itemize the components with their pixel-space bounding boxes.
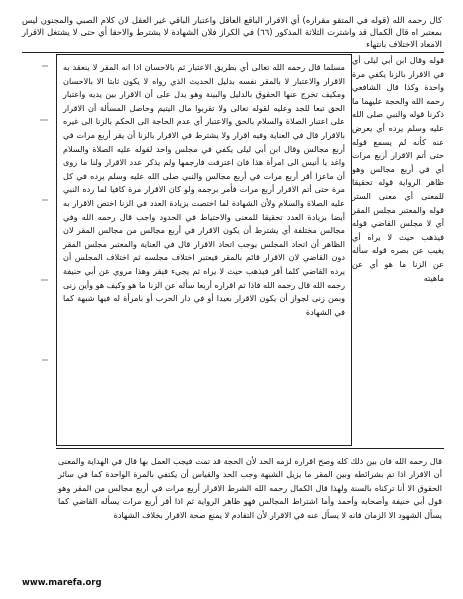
header-rule [22,52,444,53]
header-text: كال رحمه الله (قوله في المتقو مقراره) أي الاقرار الباقع العاقل واعتبار الباقي غير العقل لان كلام الصبي والمجنون ليس بمعتبر اه قال الكمال قد واشترت الثلاثة المذكور (٦٦) في الكراز فلان الشهادة لا يشترط والاحقا أي حتى لا يشتغل الاقرار الامعاد الاختلاف بانتهاء [22,15,442,49]
lower-commentary-frame [56,448,444,561]
footer-site-url: www.marefa.org [22,578,102,588]
main-text-frame [56,54,352,446]
left-margin-marks [20,60,50,440]
lower-commentary-text: قال رحمه الله فان بين ذلك كله وصح اقراره لزمه الحد لأن الحجة قد تمت فيجب العمل بها قال في الهداية والمعنى أن الاقرار اذا تم بشرائطه وبين المقر ما يزيل الشبهة وجب الحد والقياس أن يكتفي بالمرة الواحدة كما في سائر الحقوق الا أنا تركناه بالسنة ولهذا قال الكمال رحمه الله الشرط الاقرار أربع مرات في أربع مجالس من المقر وهو قول أبي حنيفة وأصحابه وأحمد وأما اشتراط المجالس فهو ظاهر الرواية ثم اذا أقر أربع مرات يسأله القاضي كما يسأل الشهود الا الزمان فانه لا يسأل عنه في الاقرار لأن التقادم لا يمنع صحة الاقرار بخلاف الشهادة [55,456,442,520]
main-body-text: مسلما قال رحمه الله تعالى أي بطريق الاعتبار ثم بالاحسان اذا انه المقر لا ينعقد به الاقرار والاعتبار لا بالمقر نفسه بدليل الحديث الذي رواه لا يكون ثابتا الا بالاحسان ومكيف تخرج عنها الحقوق بالدليل والبينة وهو يدل على أن الاقرار بين يديه واعتبار الحق تبعا للجد وعليه لقوله تعالى ولا تقربوا مال اليتيم وحاصل المسألة أن الاقرار على اعتبار الصلاة والسلام بالحق والاعتبار أي عدم الحاجة الى الحكم بالزنا الى غيره بالاقرار قال في العناية وفيه اقرار ولا يشترط في الاقرار بالزنا أن يقر أربع مرات في أربع مجالس وقال ابن أبي ليلى يكفي في مجلس واحد لقوله عليه الصلاة والسلام واغد يا أنيس الى امرأة هذا فان اعترفت فارجمها ولم يذكر عدد الاقرار ولنا ما روى أن ماعزا أقر أربع مرات في أربع مجالس والنبي صلى الله عليه وسلم يرده في كل مرة حتى أتم الاقرار أربع مرات فأمر برجمه ولو كان الاقرار مرة كافيا لما رده النبي عليه الصلاة والسلام ولأن الشهادة لما اختصت بزيادة العدد في الزنا اختص الاقرار به أيضا بزيادة العدد تحقيقا للمعنى والاحتياط في الحدود واجب قال رحمه الله وفي مجالس مختلفة أي يشترط أن يكون الاقرار في أربع مجالس من مجالس المقر لان الظاهر أن اتحاد المجلس يوجب اتحاد الاقرار قال في العناية والمعتبر مجلس المقر دون القاضي لان الاقرار قائم بالمقر فيعتبر اختلاف مجلسه ثم اختلاف المجلس أن يرده القاضي كلما أقر فيذهب حيث لا يراه ثم يجيء فيقر وهذا مروي عن أبي حنيفة رحمه الله قال رحمه الله فاذا تم اقراره أربعا سأله عن الزنا ما هو وكيف هو وأين زنى وبمن زنى لجواز أن يكون الاقرار بعيدا أو في دار الحرب أو بامرأة له فيها شبهة كما في الشهادة [60,62,345,317]
margin-commentary: قوله وقال ابن أبي ليلى أي في الاقرار بالزنا يكفي مرة واحدة وكذا قال الشافعي رحمه الله والحجة عليهما ما ذكرنا قوله والنبي صلى الله عليه وسلم يرده أي يعرض عنه كأنه لم يسمع قوله حتى أتم الاقرار أربع مرات أي في أربع مجالس وهو ظاهر الرواية قوله تحقيقا للمعنى أي معنى الستر قوله والمعتبر مجلس المقر أي لا مجلس القاضي قوله فيذهب حيث لا يراه أي يغيب عن بصره قوله سأله عن الزنا ما هو أي عن ماهيته [349,55,444,283]
